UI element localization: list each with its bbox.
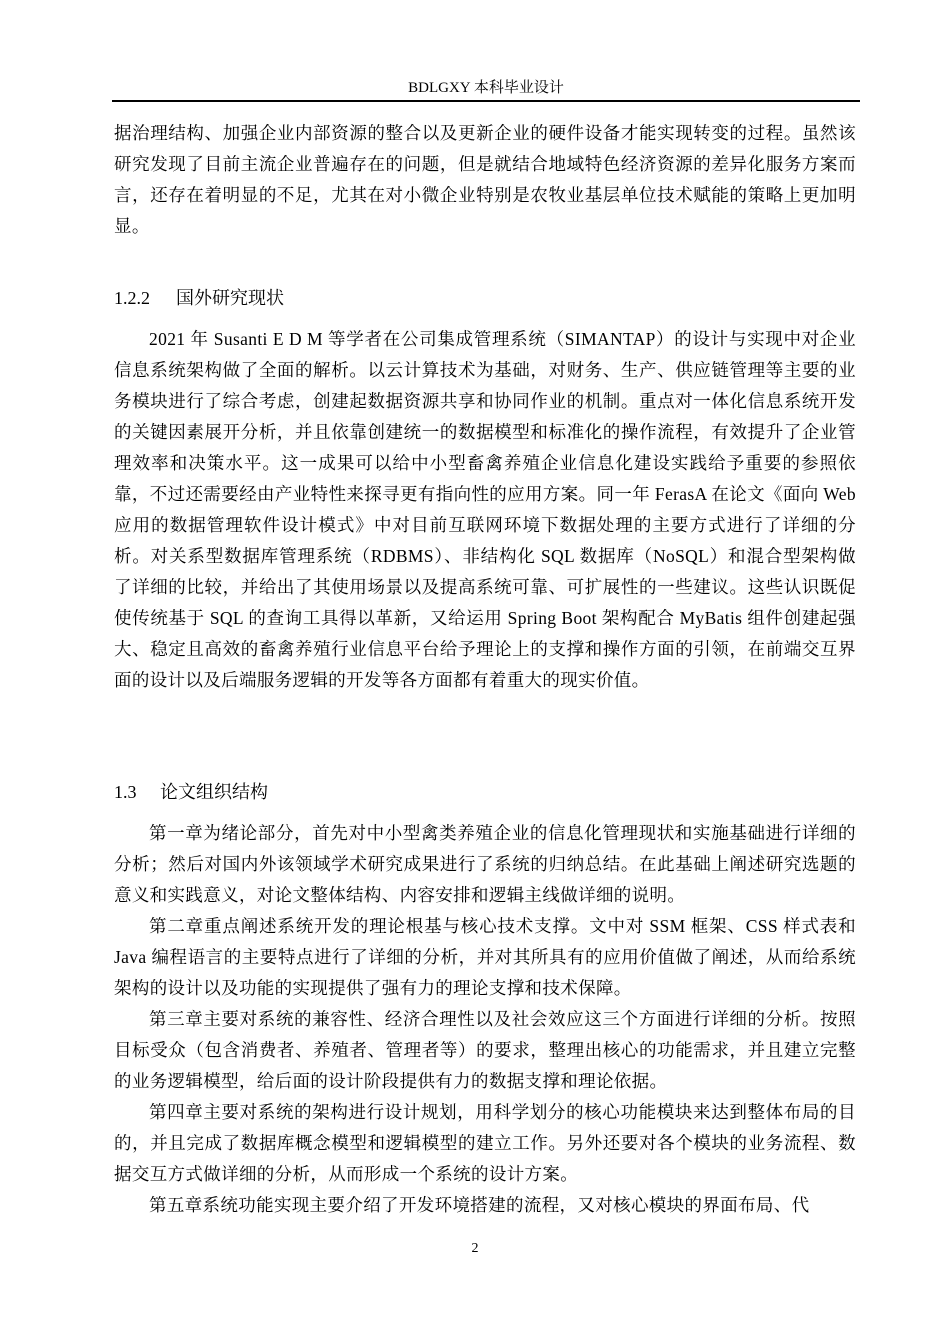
- foreign-research-block: [114, 324, 856, 696]
- section-title: 论文组织结构: [160, 782, 268, 803]
- structure-block: [114, 818, 856, 1221]
- intro-paragraph: 据治理结构、加强企业内部资源的整合以及更新企业的硬件设备才能实现转变的过程。虽然该研究发现了目前主流企业普遍存在的问题，但是就结合地域特色经济资源的差异化服务方案而言，还存在着明显的不足，尤其在对小微企业特别是农牧业基层单位技术赋能的策略上更加明显。: [114, 123, 856, 236]
- section-number: 1.3: [114, 782, 137, 802]
- page-header: BDLGXY 本科毕业设计: [408, 80, 564, 96]
- intro-block: [114, 118, 856, 242]
- foreign-research-paragraph: 2021 年 Susanti E D M 等学者在公司集成管理系统（SIMANTAP）的设计与实现中对企业信息系统架构做了全面的解析。以云计算技术为基础，对财务、生产、供应链管理等主要的业务模块进行了综合考虑，创建起数据资源共享和协同作业的机制。重点对一体化信息系统开发的关键因素展开分析，并且依靠创建统一的数据模型和标准化的操作流程，有效提升了企业管理效率和决策水平。这一成果可以给中小型畜禽养殖企业信息化建设实践给予重要的参照依靠，不过还需要经由产业特性来探寻更有指向性的应用方案。同一年 FerasA 在论文《面向 Web 应用的数据管理软件设计模式》中对目前互联网环境下数据处理的主要方式进行了详细的分析。对关系型数据库管理系统（RDBMS）、非结构化 SQL 数据库（NoSQL）和混合型架构做了详细的比较，并给出了其使用场景以及提高系统可靠、可扩展性的一些建议。这些认识既促使传统基于 SQL 的查询工具得以革新，又给运用 Spring Boot 架构配合 MyBatis 组件创建起强大、稳定且高效的畜禽养殖行业信息平台给予理论上的支撑和操作方面的引领，在前端交互界面的设计以及后端服务逻辑的开发等各方面都有着重大的现实价值。: [114, 329, 856, 690]
- chapter-2-paragraph: 第二章重点阐述系统开发的理论根基与核心技术支撑。文中对 SSM 框架、CSS 样式表和 Java 编程语言的主要特点进行了详细的分析，并对其所具有的应用价值做了阐述，从而给系统架构的设计以及功能的实现提供了强有力的理论支撑和技术保障。: [114, 916, 856, 998]
- chapter-5-paragraph: 第五章系统功能实现主要介绍了开发环境搭建的流程，又对核心模块的界面布局、代: [149, 1195, 810, 1215]
- section-heading-1-2-2: [114, 286, 284, 311]
- section-heading-1-3: [114, 780, 268, 805]
- section-title: 国外研究现状: [176, 288, 284, 309]
- section-number: 1.2.2: [114, 288, 150, 308]
- header-divider: [112, 100, 860, 102]
- chapter-4-paragraph: 第四章主要对系统的架构进行设计规划，用科学划分的核心功能模块来达到整体布局的目的，并且完成了数据库概念模型和逻辑模型的建立工作。另外还要对各个模块的业务流程、数据交互方式做详细的分析，从而形成一个系统的设计方案。: [114, 1102, 856, 1184]
- chapter-1-paragraph: 第一章为绪论部分，首先对中小型禽类养殖企业的信息化管理现状和实施基础进行详细的分析；然后对国内外该领域学术研究成果进行了系统的归纳总结。在此基础上阐述研究选题的意义和实践意义，对论文整体结构、内容安排和逻辑主线做详细的说明。: [114, 823, 856, 905]
- page-number: 2: [471, 1241, 479, 1256]
- chapter-3-paragraph: 第三章主要对系统的兼容性、经济合理性以及社会效应这三个方面进行详细的分析。按照目标受众（包含消费者、养殖者、管理者等）的要求，整理出核心的功能需求，并且建立完整的业务逻辑模型，给后面的设计阶段提供有力的数据支撑和理论依据。: [114, 1009, 856, 1091]
